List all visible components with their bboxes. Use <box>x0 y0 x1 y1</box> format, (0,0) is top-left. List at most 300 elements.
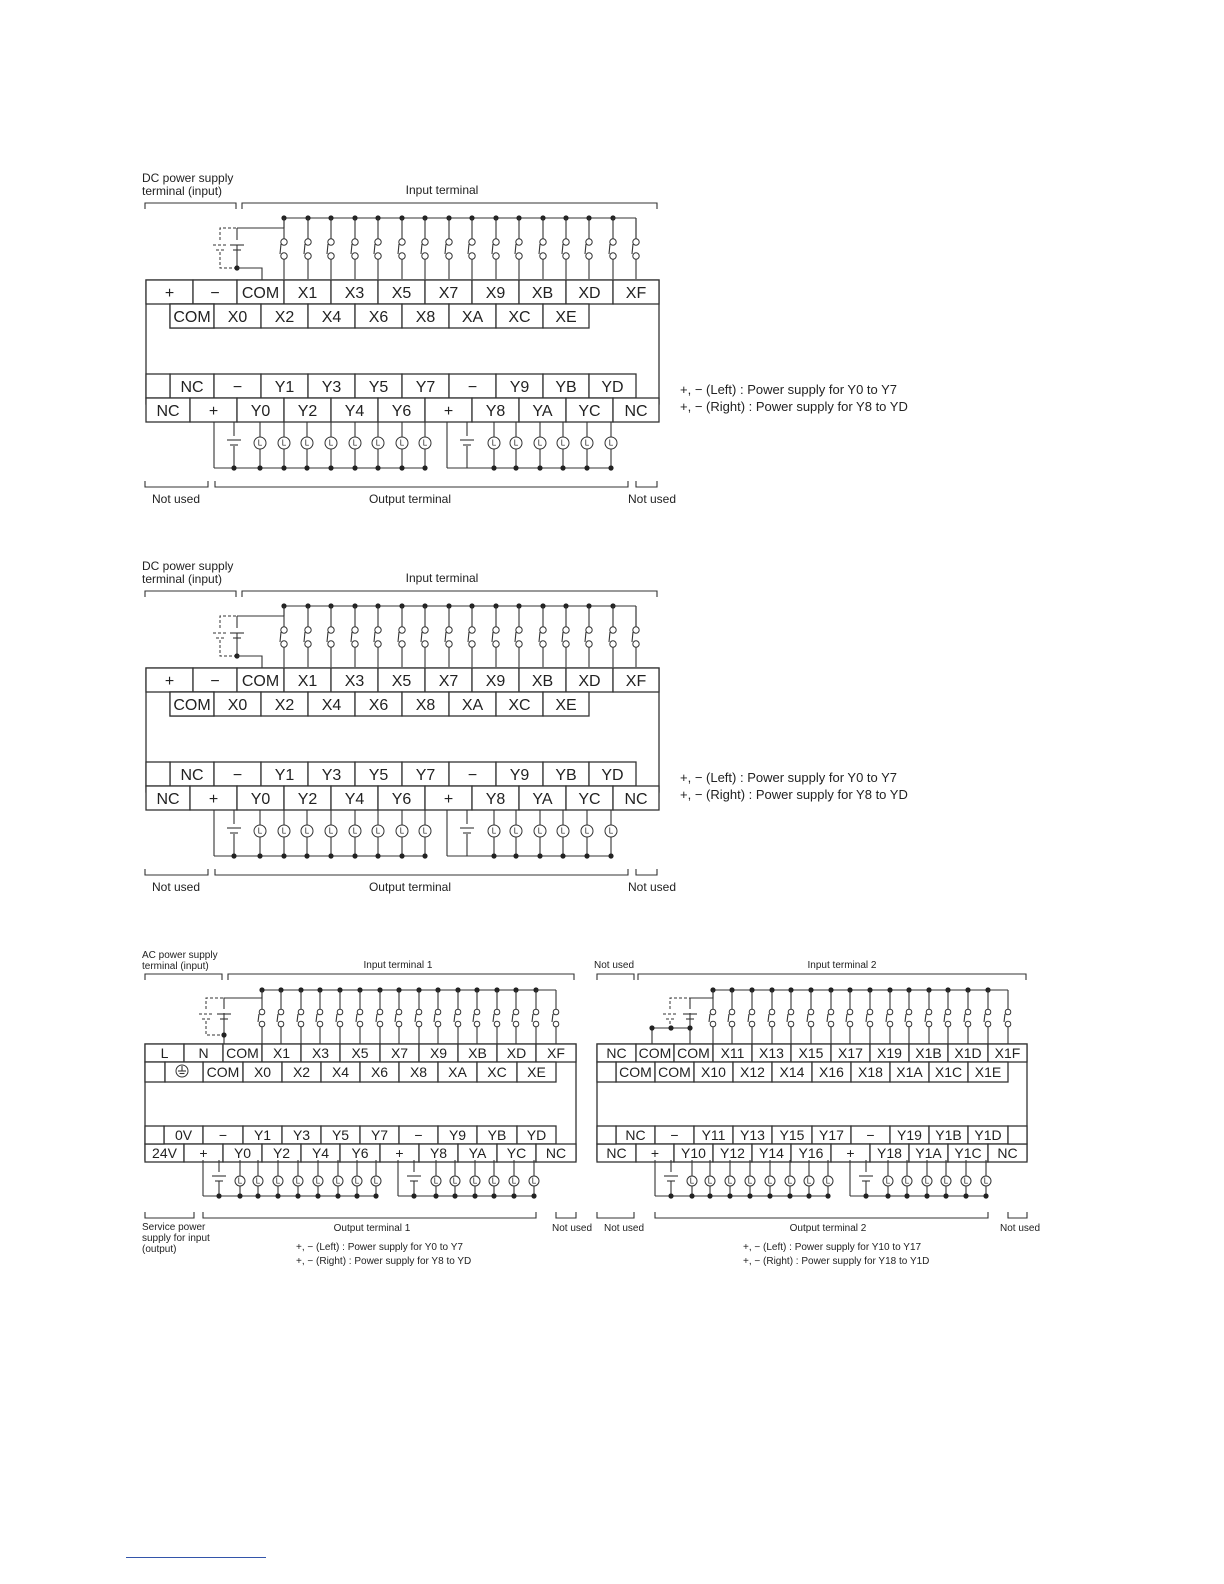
terminal-label: X17 <box>838 1045 863 1062</box>
bus-junction-dot <box>216 1193 221 1198</box>
terminal-label: − <box>866 1127 875 1144</box>
switch-blade <box>280 244 281 254</box>
terminal-label: Y1 <box>274 766 295 784</box>
terminal-label: X2 <box>274 696 295 714</box>
terminal-label: Y13 <box>740 1127 765 1144</box>
terminal-label: COM <box>638 1045 672 1062</box>
switch-blade <box>609 244 610 254</box>
terminal-label: YB <box>487 1127 507 1144</box>
switch-contact <box>516 641 522 647</box>
lamp-glyph: L <box>491 826 497 836</box>
bus-junction-dot <box>352 465 357 470</box>
switch-contact <box>887 1021 893 1027</box>
switch-contact <box>828 1021 834 1027</box>
terminal-label: − <box>210 672 220 690</box>
output-lamp-load <box>883 1176 893 1186</box>
input-switch <box>846 987 853 1044</box>
lamp-glyph: L <box>560 826 566 836</box>
terminal-label: X3 <box>311 1045 330 1062</box>
lamp-glyph: L <box>584 826 590 836</box>
output-lamp-load <box>510 825 522 837</box>
terminal-label: XB <box>531 284 554 302</box>
bus-junction-dot <box>275 1193 280 1198</box>
switch-blade <box>304 632 305 642</box>
output-lamp-load <box>301 437 313 449</box>
bus-junction-dot <box>584 853 589 858</box>
output-lamp-load <box>529 1176 539 1186</box>
terminal-label: X0 <box>253 1064 272 1081</box>
terminal-label: YA <box>532 790 553 808</box>
output-lamp-load <box>372 437 384 449</box>
bus-junction-dot <box>924 1193 929 1198</box>
terminal-label: XE <box>555 308 577 326</box>
bus-junction-dot <box>608 465 613 470</box>
switch-contact <box>633 239 639 245</box>
lamp-glyph: L <box>767 1176 773 1186</box>
output-lamp-load <box>349 437 361 449</box>
power-supply-label: terminal (input) <box>142 961 209 972</box>
input-switch <box>709 987 716 1044</box>
terminal-label: Y4 <box>344 790 365 808</box>
switch-contact <box>533 1009 539 1015</box>
switch-blade <box>562 632 563 642</box>
dc-wiring-diagram-2 <box>142 559 908 894</box>
not-used-label: Not used <box>594 960 635 971</box>
terminal-label: NC <box>624 402 648 420</box>
switch-blade <box>728 1014 729 1022</box>
switch-contact <box>328 627 334 633</box>
lamp-glyph: L <box>491 438 497 448</box>
switch-contact <box>278 1009 284 1015</box>
switch-contact <box>749 1021 755 1027</box>
alt-dc-source <box>213 245 227 250</box>
switch-blade <box>585 244 586 254</box>
terminal-label: COM <box>241 284 280 302</box>
lamp-glyph: L <box>255 1176 261 1186</box>
terminal-label: XD <box>506 1045 527 1062</box>
output-lamp-load <box>534 437 546 449</box>
switch-contact <box>563 239 569 245</box>
terminal-label: Y1 <box>274 378 295 396</box>
terminal-label: XF <box>625 284 647 302</box>
output-dc-source-left <box>227 828 241 833</box>
terminal-label: Y9 <box>448 1127 467 1144</box>
terminal-label: Y16 <box>798 1145 824 1162</box>
lamp-glyph: L <box>422 438 428 448</box>
input-terminal-label: Input terminal <box>405 183 479 197</box>
terminal-label: + <box>443 402 454 420</box>
switch-contact <box>610 641 616 647</box>
output-row-upper-cell <box>1008 1126 1027 1144</box>
switch-blade <box>421 244 422 254</box>
lamp-glyph: L <box>491 1176 497 1186</box>
output-lamp-load <box>396 825 408 837</box>
terminal-label: X1E <box>974 1064 1002 1081</box>
ac-wiring-diagram-right <box>594 960 1040 1267</box>
input-switch <box>886 987 893 1044</box>
switch-contact <box>847 1009 853 1015</box>
terminal-label: YD <box>601 766 624 784</box>
lamp-glyph: L <box>513 438 519 448</box>
input-switch <box>316 987 323 1044</box>
terminal-label: XF <box>625 672 647 690</box>
lamp-glyph: L <box>399 826 405 836</box>
switch-contact <box>808 1021 814 1027</box>
terminal-label: + <box>443 790 454 808</box>
bus-junction-dot <box>537 853 542 858</box>
terminal-label: Y6 <box>351 1145 369 1162</box>
switch-blade <box>515 244 516 254</box>
input-switch <box>297 987 304 1044</box>
input-switch <box>445 215 452 279</box>
bus-junction-dot <box>491 1193 496 1198</box>
input-switch <box>395 987 402 1044</box>
switch-blade <box>327 244 328 254</box>
bus-junction-dot <box>411 1193 416 1198</box>
switch-contact <box>422 641 428 647</box>
input-terminal-label: Input terminal 1 <box>363 960 433 971</box>
not-used-left-bracket <box>145 869 208 875</box>
terminal-label: Y8 <box>429 1145 448 1162</box>
bus-junction-dot <box>537 465 542 470</box>
output-lamp-load <box>352 1176 362 1186</box>
lamp-glyph: L <box>295 1176 301 1186</box>
terminal-label: Y1 <box>253 1127 272 1144</box>
terminal-label: Y2 <box>272 1145 291 1162</box>
switch-blade <box>492 244 493 254</box>
bus-junction-dot <box>531 1193 536 1198</box>
terminal-label: XC <box>508 696 531 714</box>
com-lead <box>237 656 262 668</box>
switch-blade <box>964 1014 965 1022</box>
output-terminal-label: Output terminal 1 <box>333 1223 411 1234</box>
output-lamp-load <box>419 437 431 449</box>
terminal-label: NC <box>180 766 204 784</box>
switch-contact <box>469 627 475 633</box>
switch-contact <box>553 1021 559 1027</box>
switch-contact <box>446 627 452 633</box>
bus-junction-dot <box>375 465 380 470</box>
lamp-glyph: L <box>707 1176 713 1186</box>
not-used-label: Not used <box>999 1223 1041 1234</box>
terminal-label: Y17 <box>819 1127 844 1144</box>
input-switch <box>473 987 480 1044</box>
terminal-label: X15 <box>798 1045 824 1062</box>
terminal-label: X8 <box>415 308 436 326</box>
lamp-glyph: L <box>537 438 543 448</box>
input-switch <box>539 215 546 279</box>
output-dc-source-right <box>460 440 474 445</box>
bus-junction-dot <box>472 1193 477 1198</box>
switch-contact <box>337 1021 343 1027</box>
source-lead <box>224 990 262 1009</box>
terminal-label: YD <box>526 1127 547 1144</box>
bus-junction-dot <box>304 853 309 858</box>
output-terminal-bracket <box>215 869 628 875</box>
terminal-label: X3 <box>344 672 365 690</box>
input-switch <box>728 987 735 1044</box>
input-switch <box>434 987 441 1044</box>
output-lamp-load <box>254 437 266 449</box>
switch-contact <box>422 627 428 633</box>
switch-contact <box>563 627 569 633</box>
terminal-label: Y2 <box>297 402 318 420</box>
not-used-right-label: Not used <box>627 492 677 506</box>
switch-contact <box>540 239 546 245</box>
bus-junction-dot <box>511 1193 516 1198</box>
input-terminal-bracket <box>228 974 574 980</box>
input-switch <box>327 603 334 667</box>
input-switch <box>493 987 500 1044</box>
switch-blade <box>468 244 469 254</box>
switch-contact <box>808 1009 814 1015</box>
output-lamp-load <box>371 1176 381 1186</box>
input-switch <box>421 215 428 279</box>
lamp-glyph: L <box>375 826 381 836</box>
bus-junction-dot <box>255 1193 260 1198</box>
input-switch <box>398 215 405 279</box>
terminal-label: X5 <box>351 1045 369 1062</box>
lamp-glyph: L <box>560 438 566 448</box>
lamp-glyph: L <box>433 1176 439 1186</box>
output-lamp-load <box>273 1176 283 1186</box>
bus-junction-dot <box>328 853 333 858</box>
output-lamp-load <box>253 1176 263 1186</box>
input-switch <box>421 603 428 667</box>
switch-contact <box>399 239 405 245</box>
switch-contact <box>377 1009 383 1015</box>
terminal-label: Y8 <box>485 790 506 808</box>
output-lamp-load <box>605 825 617 837</box>
output-lamp-load <box>961 1176 971 1186</box>
terminal-label: Y7 <box>415 378 436 396</box>
switch-blade <box>445 244 446 254</box>
switch-contact <box>278 1021 284 1027</box>
input-switch <box>415 987 422 1044</box>
switch-blade <box>336 1014 337 1022</box>
switch-contact <box>513 1021 519 1027</box>
terminal-label: Y11 <box>701 1127 726 1144</box>
not-used-bracket <box>556 1212 576 1218</box>
terminal-label: XE <box>555 696 577 714</box>
switch-blade <box>374 244 375 254</box>
lamp-glyph: L <box>328 826 334 836</box>
terminal-label: NC <box>180 378 204 396</box>
input-switch <box>925 987 932 1044</box>
power-supply-label: terminal (input) <box>142 572 223 586</box>
lamp-glyph: L <box>375 438 381 448</box>
switch-blade <box>562 244 563 254</box>
terminal-label: X0 <box>227 308 248 326</box>
switch-blade <box>787 1014 788 1022</box>
input-switch <box>807 987 814 1044</box>
lamp-glyph: L <box>335 1176 341 1186</box>
switch-blade <box>944 1014 945 1022</box>
switch-blade <box>886 1014 887 1022</box>
bus-junction-dot <box>608 853 613 858</box>
switch-contact <box>586 641 592 647</box>
switch-contact <box>352 253 358 259</box>
output-lamp-load <box>510 437 522 449</box>
terminal-label: XA <box>461 308 484 326</box>
output-lamp-load <box>785 1176 795 1186</box>
input-switch <box>768 987 775 1044</box>
switch-blade <box>827 1014 828 1022</box>
switch-blade <box>552 1014 553 1022</box>
bus-junction-dot <box>825 1193 830 1198</box>
switch-contact <box>416 1009 422 1015</box>
switch-contact <box>769 1009 775 1015</box>
switch-blade <box>984 1014 985 1022</box>
switch-contact <box>513 1009 519 1015</box>
input-switch <box>609 215 616 279</box>
terminal-label: X8 <box>415 696 436 714</box>
switch-contact <box>586 627 592 633</box>
terminal-label: Y7 <box>415 766 436 784</box>
terminal-label: − <box>232 766 243 784</box>
switch-contact <box>945 1009 951 1015</box>
switch-blade <box>532 1014 533 1022</box>
alt-input-source <box>663 1014 677 1019</box>
terminal-label: YD <box>601 378 624 396</box>
output-lamp-load <box>293 1176 303 1186</box>
alt-source-dashed-lead <box>670 998 690 1009</box>
lamp-glyph: L <box>275 1176 281 1186</box>
alt-source-dashed-lead <box>220 640 237 656</box>
terminal-label: X14 <box>779 1064 805 1081</box>
input-switch <box>351 603 358 667</box>
input-switch <box>562 603 569 667</box>
output-lamp-load <box>313 1176 323 1186</box>
bus-junction-dot <box>767 1193 772 1198</box>
terminal-label: Y3 <box>321 378 342 396</box>
input-switch <box>515 603 522 667</box>
switch-contact <box>317 1021 323 1027</box>
output-lamp-load <box>581 825 593 837</box>
switch-blade <box>512 1014 513 1022</box>
output-lamp-load <box>278 437 290 449</box>
lamp-glyph: L <box>373 1176 379 1186</box>
bus-junction-dot <box>560 465 565 470</box>
switch-contact <box>563 253 569 259</box>
terminal-label: Y6 <box>391 790 412 808</box>
terminal-label: Y5 <box>368 766 389 784</box>
switch-contact <box>533 1021 539 1027</box>
terminal-label: L <box>160 1045 169 1062</box>
bus-junction-dot <box>560 853 565 858</box>
switch-blade <box>434 1014 435 1022</box>
switch-contact <box>985 1021 991 1027</box>
switch-contact <box>985 1009 991 1015</box>
terminal-label: X3 <box>344 284 365 302</box>
switch-contact <box>446 239 452 245</box>
alt-input-source <box>199 1014 213 1019</box>
output-lamp-load <box>605 437 617 449</box>
output-lamp-load <box>804 1176 814 1186</box>
lamp-glyph: L <box>257 826 263 836</box>
switch-contact <box>298 1021 304 1027</box>
input-switch <box>585 603 592 667</box>
input-switch <box>304 215 311 279</box>
source-junction-dot <box>668 1025 673 1030</box>
not-used-label: Not used <box>603 1223 645 1234</box>
not-used-right-label: Not used <box>627 880 677 894</box>
switch-contact <box>469 239 475 245</box>
input-switch <box>304 603 311 667</box>
switch-blade <box>374 632 375 642</box>
power-supply-bracket <box>145 974 222 980</box>
switch-contact <box>396 1021 402 1027</box>
terminal-label: X5 <box>391 284 412 302</box>
switch-blade <box>632 632 633 642</box>
terminal-label: X10 <box>701 1064 726 1081</box>
switch-contact <box>455 1009 461 1015</box>
input-switch <box>468 215 475 279</box>
switch-contact <box>540 627 546 633</box>
switch-contact <box>455 1021 461 1027</box>
service-supply-bracket <box>145 1212 194 1218</box>
input-switch <box>492 603 499 667</box>
switch-blade <box>304 244 305 254</box>
input-switch <box>532 987 539 1044</box>
switch-contact <box>906 1021 912 1027</box>
lamp-glyph: L <box>727 1176 733 1186</box>
terminal-label: X1D <box>954 1045 982 1062</box>
switch-contact <box>281 641 287 647</box>
lamp-glyph: L <box>806 1176 812 1186</box>
lamp-glyph: L <box>304 826 310 836</box>
terminal-label: XC <box>508 308 531 326</box>
lamp-glyph: L <box>422 826 428 836</box>
switch-contact <box>633 253 639 259</box>
terminal-label: XE <box>527 1064 546 1081</box>
lamp-glyph: L <box>885 1176 891 1186</box>
input-switch <box>984 987 991 1044</box>
input-switch <box>539 603 546 667</box>
input-switch <box>787 987 794 1044</box>
alt-source-dashed-lead <box>206 998 224 1009</box>
input-switch <box>609 603 616 667</box>
bus-junction-dot <box>983 1193 988 1198</box>
terminal-label: Y9 <box>509 378 530 396</box>
output-lamp-load <box>450 1176 460 1186</box>
output-lamp-load <box>488 437 500 449</box>
output-lamp-load <box>745 1176 755 1186</box>
terminal-label: X4 <box>321 696 342 714</box>
terminal-label: Y4 <box>311 1145 330 1162</box>
alt-dc-source <box>213 633 227 638</box>
switch-contact <box>610 253 616 259</box>
terminal-label: COM <box>206 1064 240 1081</box>
output-lamp-load <box>325 825 337 837</box>
switch-contact <box>710 1009 716 1015</box>
switch-blade <box>905 1014 906 1022</box>
terminal-label: X18 <box>858 1064 883 1081</box>
switch-contact <box>375 627 381 633</box>
switch-blade <box>258 1014 259 1022</box>
bus-junction-dot <box>787 1193 792 1198</box>
terminal-label: Y18 <box>877 1145 902 1162</box>
alt-source-dashed-lead <box>206 1021 224 1035</box>
switch-blade <box>515 632 516 642</box>
switch-contact <box>317 1009 323 1015</box>
switch-contact <box>435 1021 441 1027</box>
switch-contact <box>867 1021 873 1027</box>
bus-junction-dot <box>352 853 357 858</box>
switch-contact <box>377 1021 383 1027</box>
bus-junction-dot <box>231 465 236 470</box>
lamp-glyph: L <box>472 1176 478 1186</box>
